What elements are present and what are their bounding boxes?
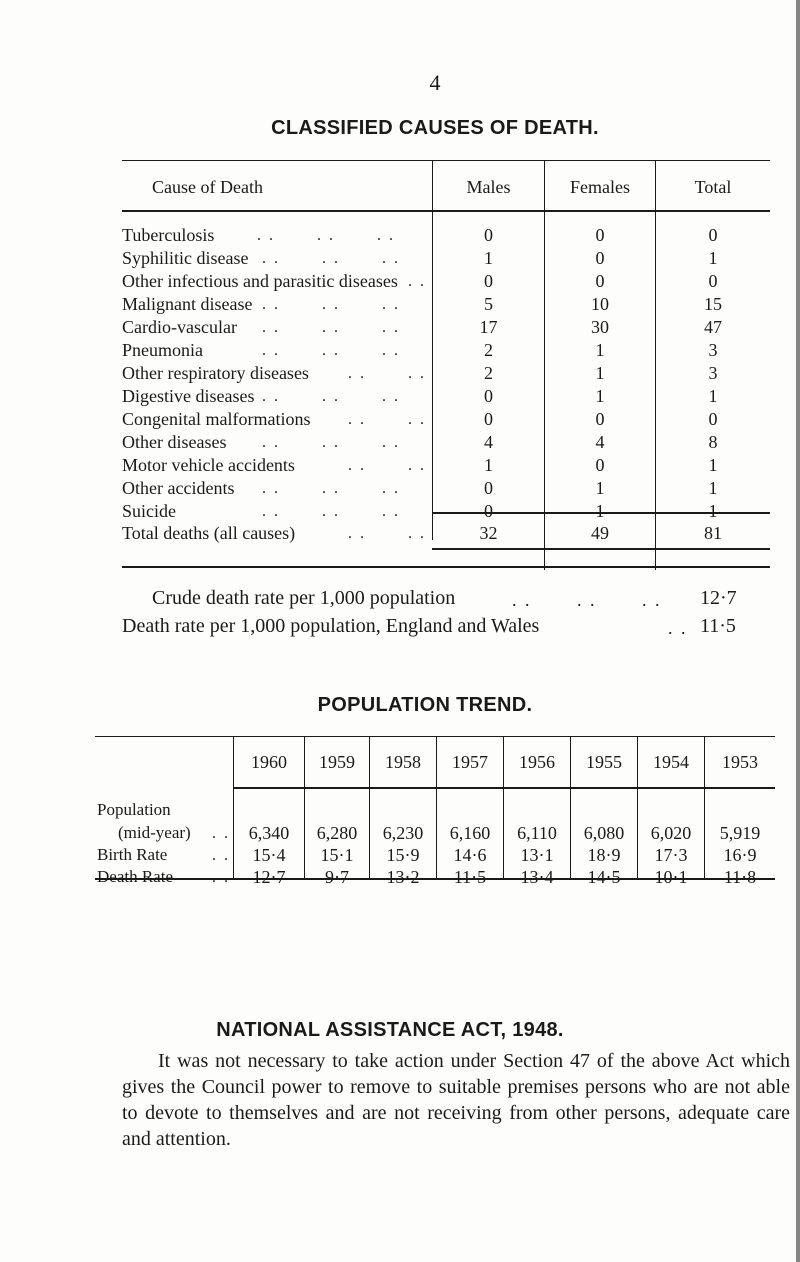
birth-rate-label: Birth Rate	[97, 845, 168, 864]
total-value: 1	[708, 386, 718, 406]
year-header: 1957	[452, 752, 488, 772]
birth-rate-value: 16·9	[723, 845, 757, 865]
year-header: 1955	[586, 752, 622, 772]
birth-rate-value: 17·3	[654, 845, 688, 865]
death-rate-value: 13·2	[386, 867, 420, 887]
males-value: 2	[484, 363, 493, 383]
males-value: 17	[479, 317, 498, 337]
males-value: 0	[484, 409, 493, 429]
leader-dots: . . . .	[348, 457, 426, 474]
total-value: 1	[708, 501, 718, 521]
total-value: 0	[708, 409, 718, 429]
population-value: 6,020	[650, 823, 692, 843]
cause-label: Tuberculosis	[122, 225, 215, 245]
leader-dots: . .	[668, 618, 688, 638]
males-value: 1	[484, 455, 493, 475]
cause-label: Other diseases	[122, 432, 227, 452]
population-value: 6,110	[517, 823, 557, 843]
birth-rate-value: 18·9	[587, 845, 621, 865]
header-females: Females	[570, 177, 630, 197]
leader-dots: . .	[212, 825, 230, 842]
males-value: 0	[484, 478, 493, 498]
females-value: 10	[591, 294, 609, 314]
cause-label: Other respiratory diseases	[122, 363, 309, 383]
females-value: 1	[595, 478, 605, 498]
leader-dots: . . . . . .	[262, 434, 400, 451]
leader-dots: . . . .	[348, 411, 426, 428]
total-value: 47	[704, 317, 722, 337]
total-value: 3	[708, 363, 718, 383]
cause-label: Suicide	[122, 501, 176, 521]
population-value: 5,919	[719, 823, 761, 843]
leader-dots: . . . . . .	[262, 503, 400, 520]
total-value: 8	[708, 432, 718, 452]
birth-rate-value: 15·1	[320, 845, 354, 865]
males-value: 0	[484, 501, 493, 521]
cause-label: Congenital malformations	[122, 409, 311, 429]
population-value: 6,080	[583, 823, 625, 843]
leader-dots: . . . .	[348, 525, 426, 542]
year-header: 1953	[722, 752, 758, 772]
year-header: 1954	[653, 752, 689, 772]
leader-dots: . . . . . .	[262, 480, 400, 497]
leader-dots: . . . . . .	[262, 296, 400, 313]
population-value: 6,230	[382, 823, 424, 843]
assistance-heading: NATIONAL ASSISTANCE ACT, 1948.	[216, 1019, 564, 1041]
total-label: Total deaths (all causes)	[122, 523, 296, 543]
cause-label: Motor vehicle accidents	[122, 455, 295, 475]
total-value: 0	[708, 271, 718, 291]
leader-dots: . . . .	[348, 365, 426, 382]
cause-label: Digestive diseases	[122, 386, 255, 406]
population-label: Population	[97, 800, 171, 819]
population-value: 6,280	[316, 823, 358, 843]
page-number: 4	[429, 70, 441, 95]
crude-rate-value: 12·7	[700, 587, 737, 609]
females-total: 49	[591, 523, 609, 543]
cause-label: Other accidents	[122, 478, 235, 498]
population-value: 6,160	[449, 823, 491, 843]
death-rate-value: 11·8	[723, 867, 757, 887]
national-rate-value: 11·5	[700, 615, 736, 637]
death-rate-value: 9·7	[325, 867, 349, 887]
crude-rate-label: Crude death rate per 1,000 population	[152, 587, 456, 609]
death-rate-value: 11·5	[453, 867, 487, 887]
year-header: 1958	[385, 752, 421, 772]
males-value: 1	[484, 248, 493, 268]
cause-label: Syphilitic disease	[122, 248, 249, 268]
females-value: 30	[591, 317, 609, 337]
males-value: 0	[484, 271, 493, 291]
females-value: 0	[595, 271, 605, 291]
death-rate-label: Death Rate	[97, 867, 173, 886]
leader-dots: . . . . . .	[262, 319, 400, 336]
population-heading: POPULATION TREND.	[317, 694, 533, 716]
total-value: 1	[708, 478, 718, 498]
males-value: 2	[484, 340, 493, 360]
leader-dots: . . . . . .	[262, 342, 400, 359]
birth-rate-value: 14·6	[453, 845, 487, 865]
females-value: 0	[595, 225, 605, 245]
leader-dots: . . . . . .	[257, 227, 395, 244]
females-value: 1	[595, 386, 605, 406]
females-value: 1	[595, 501, 605, 521]
assistance-paragraph: It was not necessary to take action under Section 47 of the above Act which gives the Council power to remove to suitable premises persons who are not able to devote to themselves and are not receiving from other persons, adequate care and attention.	[122, 1050, 790, 1150]
header-cause: Cause of Death	[152, 177, 263, 197]
total-value: 1	[708, 248, 718, 268]
cause-label: Cardio-vascular	[122, 317, 237, 337]
year-header: 1959	[319, 752, 355, 772]
birth-rate-value: 13·1	[520, 845, 554, 865]
grand-total: 81	[704, 523, 722, 543]
leader-dots: . .	[408, 273, 426, 290]
population-value: 6,340	[248, 823, 290, 843]
leader-dots: . . . . . .	[262, 250, 400, 267]
males-value: 4	[484, 432, 493, 452]
death-rate-value: 12·7	[252, 867, 286, 887]
death-rate-value: 13·4	[520, 867, 554, 887]
males-value: 0	[484, 386, 493, 406]
causes-heading: CLASSIFIED CAUSES OF DEATH.	[271, 117, 599, 139]
death-rate-value: 14·5	[587, 867, 621, 887]
year-header: 1956	[519, 752, 555, 772]
total-value: 15	[704, 294, 722, 314]
header-males: Males	[466, 177, 511, 197]
males-value: 5	[484, 294, 493, 314]
total-value: 1	[708, 455, 718, 475]
leader-dots: . .	[212, 847, 230, 864]
header-total: Total	[694, 177, 732, 197]
leader-dots: . . . . . .	[262, 388, 400, 405]
females-value: 0	[595, 248, 605, 268]
population-label-sub: (mid-year)	[118, 823, 191, 842]
leader-dots: . . . . . .	[512, 590, 662, 610]
birth-rate-value: 15·9	[386, 845, 420, 865]
females-value: 1	[595, 340, 605, 360]
leader-dots: . .	[212, 869, 230, 886]
death-rate-value: 10·1	[654, 867, 688, 887]
birth-rate-value: 15·4	[252, 845, 286, 865]
cause-label: Other infectious and parasitic diseases	[122, 271, 398, 291]
total-value: 0	[708, 225, 718, 245]
year-header: 1960	[251, 752, 287, 772]
cause-label: Malignant disease	[122, 294, 253, 314]
males-value: 0	[484, 225, 493, 245]
national-rate-label: Death rate per 1,000 population, England and Wales	[122, 615, 540, 637]
females-value: 1	[595, 363, 605, 383]
total-value: 3	[708, 340, 718, 360]
males-total: 32	[479, 523, 498, 543]
page-edge-shadow	[796, 0, 800, 1262]
cause-label: Pneumonia	[122, 340, 203, 360]
females-value: 0	[595, 455, 605, 475]
females-value: 0	[595, 409, 605, 429]
females-value: 4	[595, 432, 605, 452]
